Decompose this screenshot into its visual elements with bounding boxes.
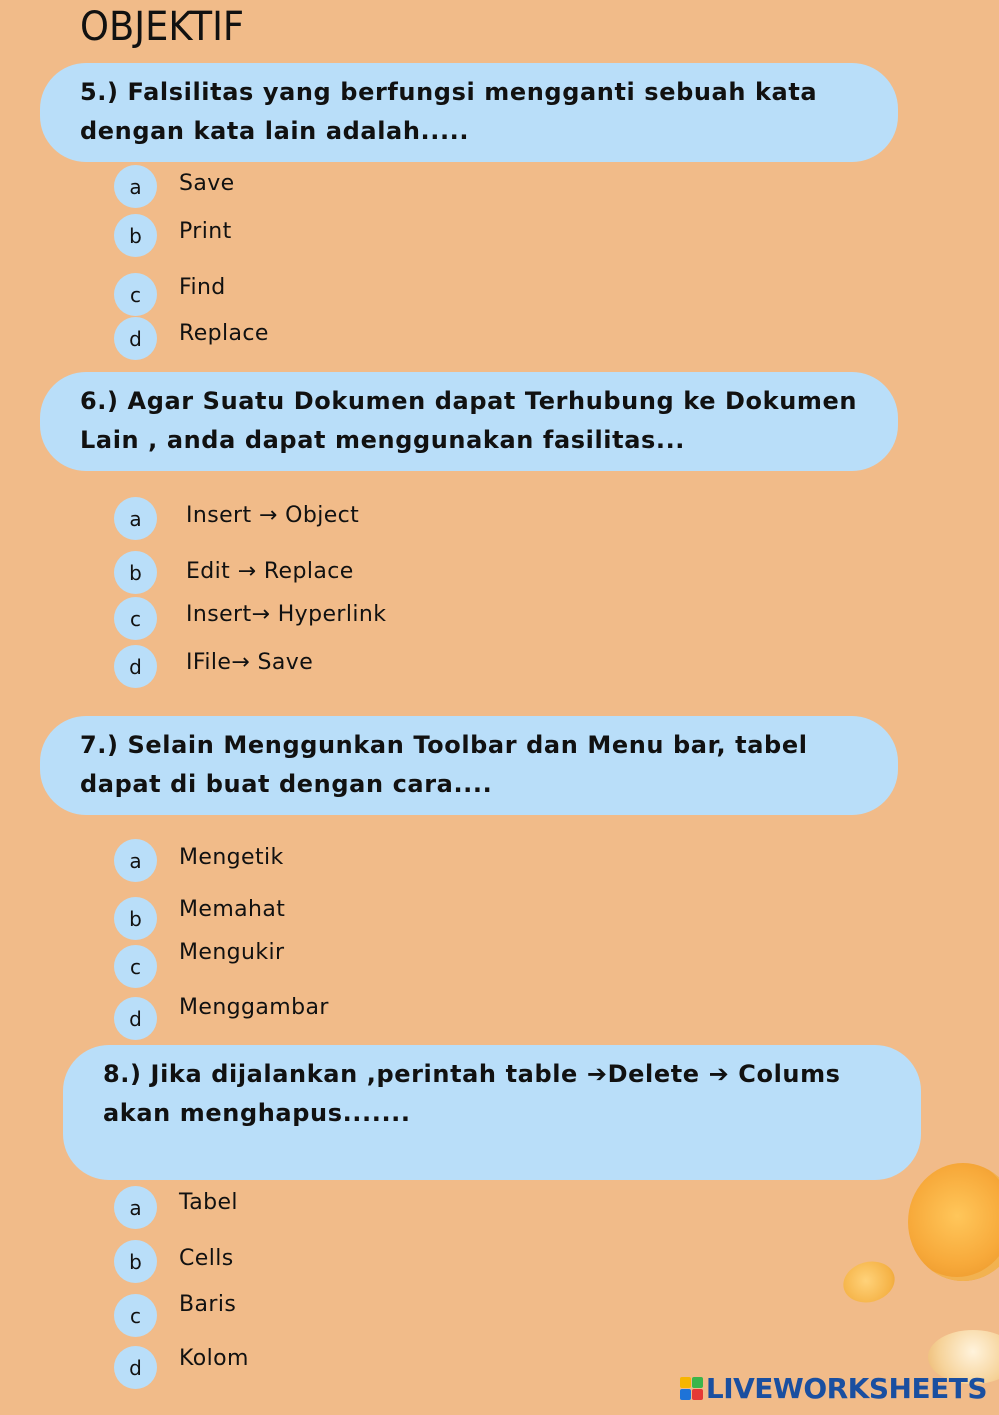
option-text: Tabel <box>179 1190 238 1215</box>
option-text: IFile→ Save <box>186 650 314 675</box>
option-text: Find <box>179 275 226 300</box>
option-text: Menggambar <box>179 995 329 1020</box>
option-text: Print <box>179 219 232 244</box>
option-text: Edit → Replace <box>186 559 354 584</box>
option-text: Insert→ Hyperlink <box>186 602 387 627</box>
option-text: Baris <box>179 1292 237 1317</box>
question-8-text: 8.) Jika dijalankan ,perintah table ➔Delete ➔ Colums akan menghapus....... <box>103 1060 841 1127</box>
option-letter: d <box>114 317 157 360</box>
option-text: Kolom <box>179 1346 249 1371</box>
option-letter: b <box>114 897 157 940</box>
coin-decoration-icon <box>839 1256 900 1308</box>
question-8 <box>63 1045 921 1180</box>
option-text: Cells <box>179 1246 234 1271</box>
coin-decoration-icon <box>908 1163 999 1281</box>
question-7 <box>40 716 898 815</box>
option-letter: d <box>114 1346 157 1389</box>
option-letter: d <box>114 645 157 688</box>
question-5-text: 5.) Falsilitas yang berfungsi mengganti sebuah kata dengan kata lain adalah..... <box>80 78 818 145</box>
option-letter: c <box>114 597 157 640</box>
option-letter: a <box>114 165 157 208</box>
liveworksheets-logo-icon <box>680 1377 704 1401</box>
option-text: Mengukir <box>179 940 285 965</box>
liveworksheets-logo[interactable] <box>680 1372 987 1405</box>
option-text: Mengetik <box>179 845 284 870</box>
option-letter: a <box>114 1186 157 1229</box>
question-6 <box>40 372 898 471</box>
option-text: Memahat <box>179 897 286 922</box>
option-letter: a <box>114 497 157 540</box>
option-letter: d <box>114 997 157 1040</box>
option-letter: b <box>114 214 157 257</box>
option-text: Save <box>179 171 235 196</box>
question-5 <box>40 63 898 162</box>
option-letter: a <box>114 839 157 882</box>
option-text: Insert → Object <box>186 503 360 528</box>
option-letter: c <box>114 273 157 316</box>
option-letter: b <box>114 551 157 594</box>
question-6-text: 6.) Agar Suatu Dokumen dapat Terhubung ke Dokumen Lain , anda dapat menggunakan fasilitas... <box>80 387 858 454</box>
option-text: Replace <box>179 321 269 346</box>
logo-text: LIVEWORKSHEETS <box>705 1372 987 1405</box>
option-letter: c <box>114 945 157 988</box>
page-title: OBJEKTIF <box>80 4 245 50</box>
option-letter: b <box>114 1240 157 1283</box>
option-letter: c <box>114 1294 157 1337</box>
question-7-text: 7.) Selain Menggunkan Toolbar dan Menu bar, tabel dapat di buat dengan cara.... <box>80 731 808 798</box>
